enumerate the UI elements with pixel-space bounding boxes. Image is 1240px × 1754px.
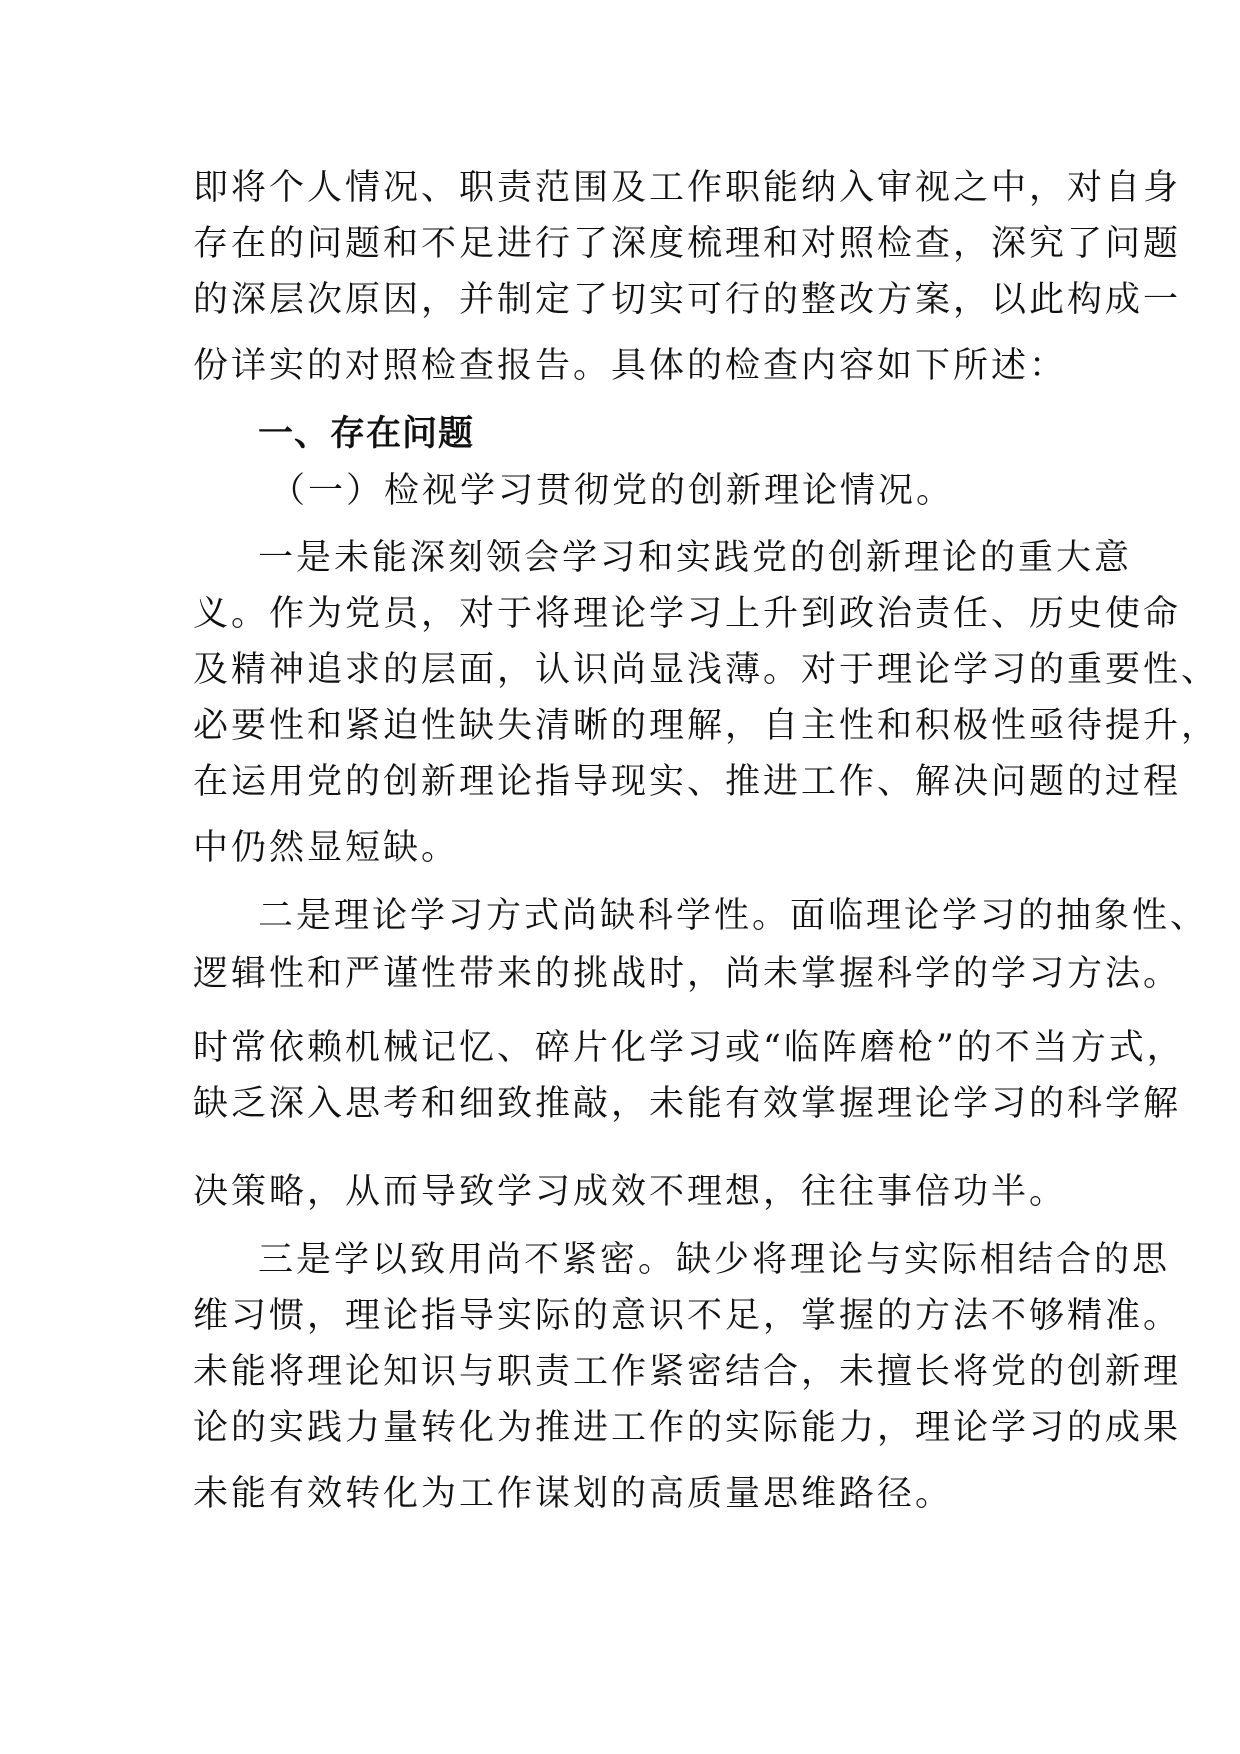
para2-line-1: 二是理论学习方式尚缺科学性。面临理论学习的抽象性、 [258, 896, 1209, 936]
para2-line-4: 缺乏深入思考和细致推敲，未能有效掌握理论学习的科学解 [193, 1084, 1182, 1124]
para3-line-1: 三是学以致用尚不紧密。缺少将理论与实际相结合的思 [258, 1240, 1171, 1280]
subsection-heading: （一）检视学习贯彻党的创新理论情况。 [270, 471, 955, 511]
para1-line-5: 在运用党的创新理论指导现实、推进工作、解决问题的过程 [193, 762, 1182, 802]
para2-line-5: 决策略，从而导致学习成效不理想，往往事倍功半。 [193, 1172, 1068, 1212]
section-heading: 一、存在问题 [258, 414, 475, 454]
para3-line-5: 未能有效转化为工作谋划的高质量思维路径。 [193, 1474, 954, 1514]
intro-line-3: 的深层次原因，并制定了切实可行的整改方案，以此构成一 [193, 280, 1182, 320]
para3-line-2: 维习惯，理论指导实际的意识不足，掌握的方法不够精准。 [193, 1296, 1182, 1336]
para2-line-3: 时常依赖机械记忆、碎片化学习或“临阵磨枪”的不当方式， [193, 1028, 1185, 1068]
intro-line-4: 份详实的对照检查报告。具体的检查内容如下所述： [193, 346, 1068, 386]
para1-line-4: 必要性和紧迫性缺失清晰的理解，自主性和积极性亟待提升， [193, 706, 1220, 746]
para1-line-6: 中仍然显短缺。 [193, 828, 460, 868]
para3-line-3: 未能将理论知识与职责工作紧密结合，未擅长将党的创新理 [193, 1352, 1182, 1392]
para1-line-2: 义。作为党员，对于将理论学习上升到政治责任、历史使命 [193, 594, 1182, 634]
para1-line-3: 及精神追求的层面，认识尚显浅薄。对于理论学习的重要性、 [193, 650, 1220, 690]
intro-line-2: 存在的问题和不足进行了深度梳理和对照检查，深究了问题 [193, 224, 1182, 264]
para1-line-1: 一是未能深刻领会学习和实践党的创新理论的重大意 [258, 538, 1133, 578]
para3-line-4: 论的实践力量转化为推进工作的实际能力，理论学习的成果 [193, 1408, 1182, 1448]
para2-line-2: 逻辑性和严谨性带来的挑战时，尚未掌握科学的学习方法。 [193, 954, 1182, 994]
intro-line-1: 即将个人情况、职责范围及工作职能纳入审视之中，对自身 [193, 168, 1182, 208]
